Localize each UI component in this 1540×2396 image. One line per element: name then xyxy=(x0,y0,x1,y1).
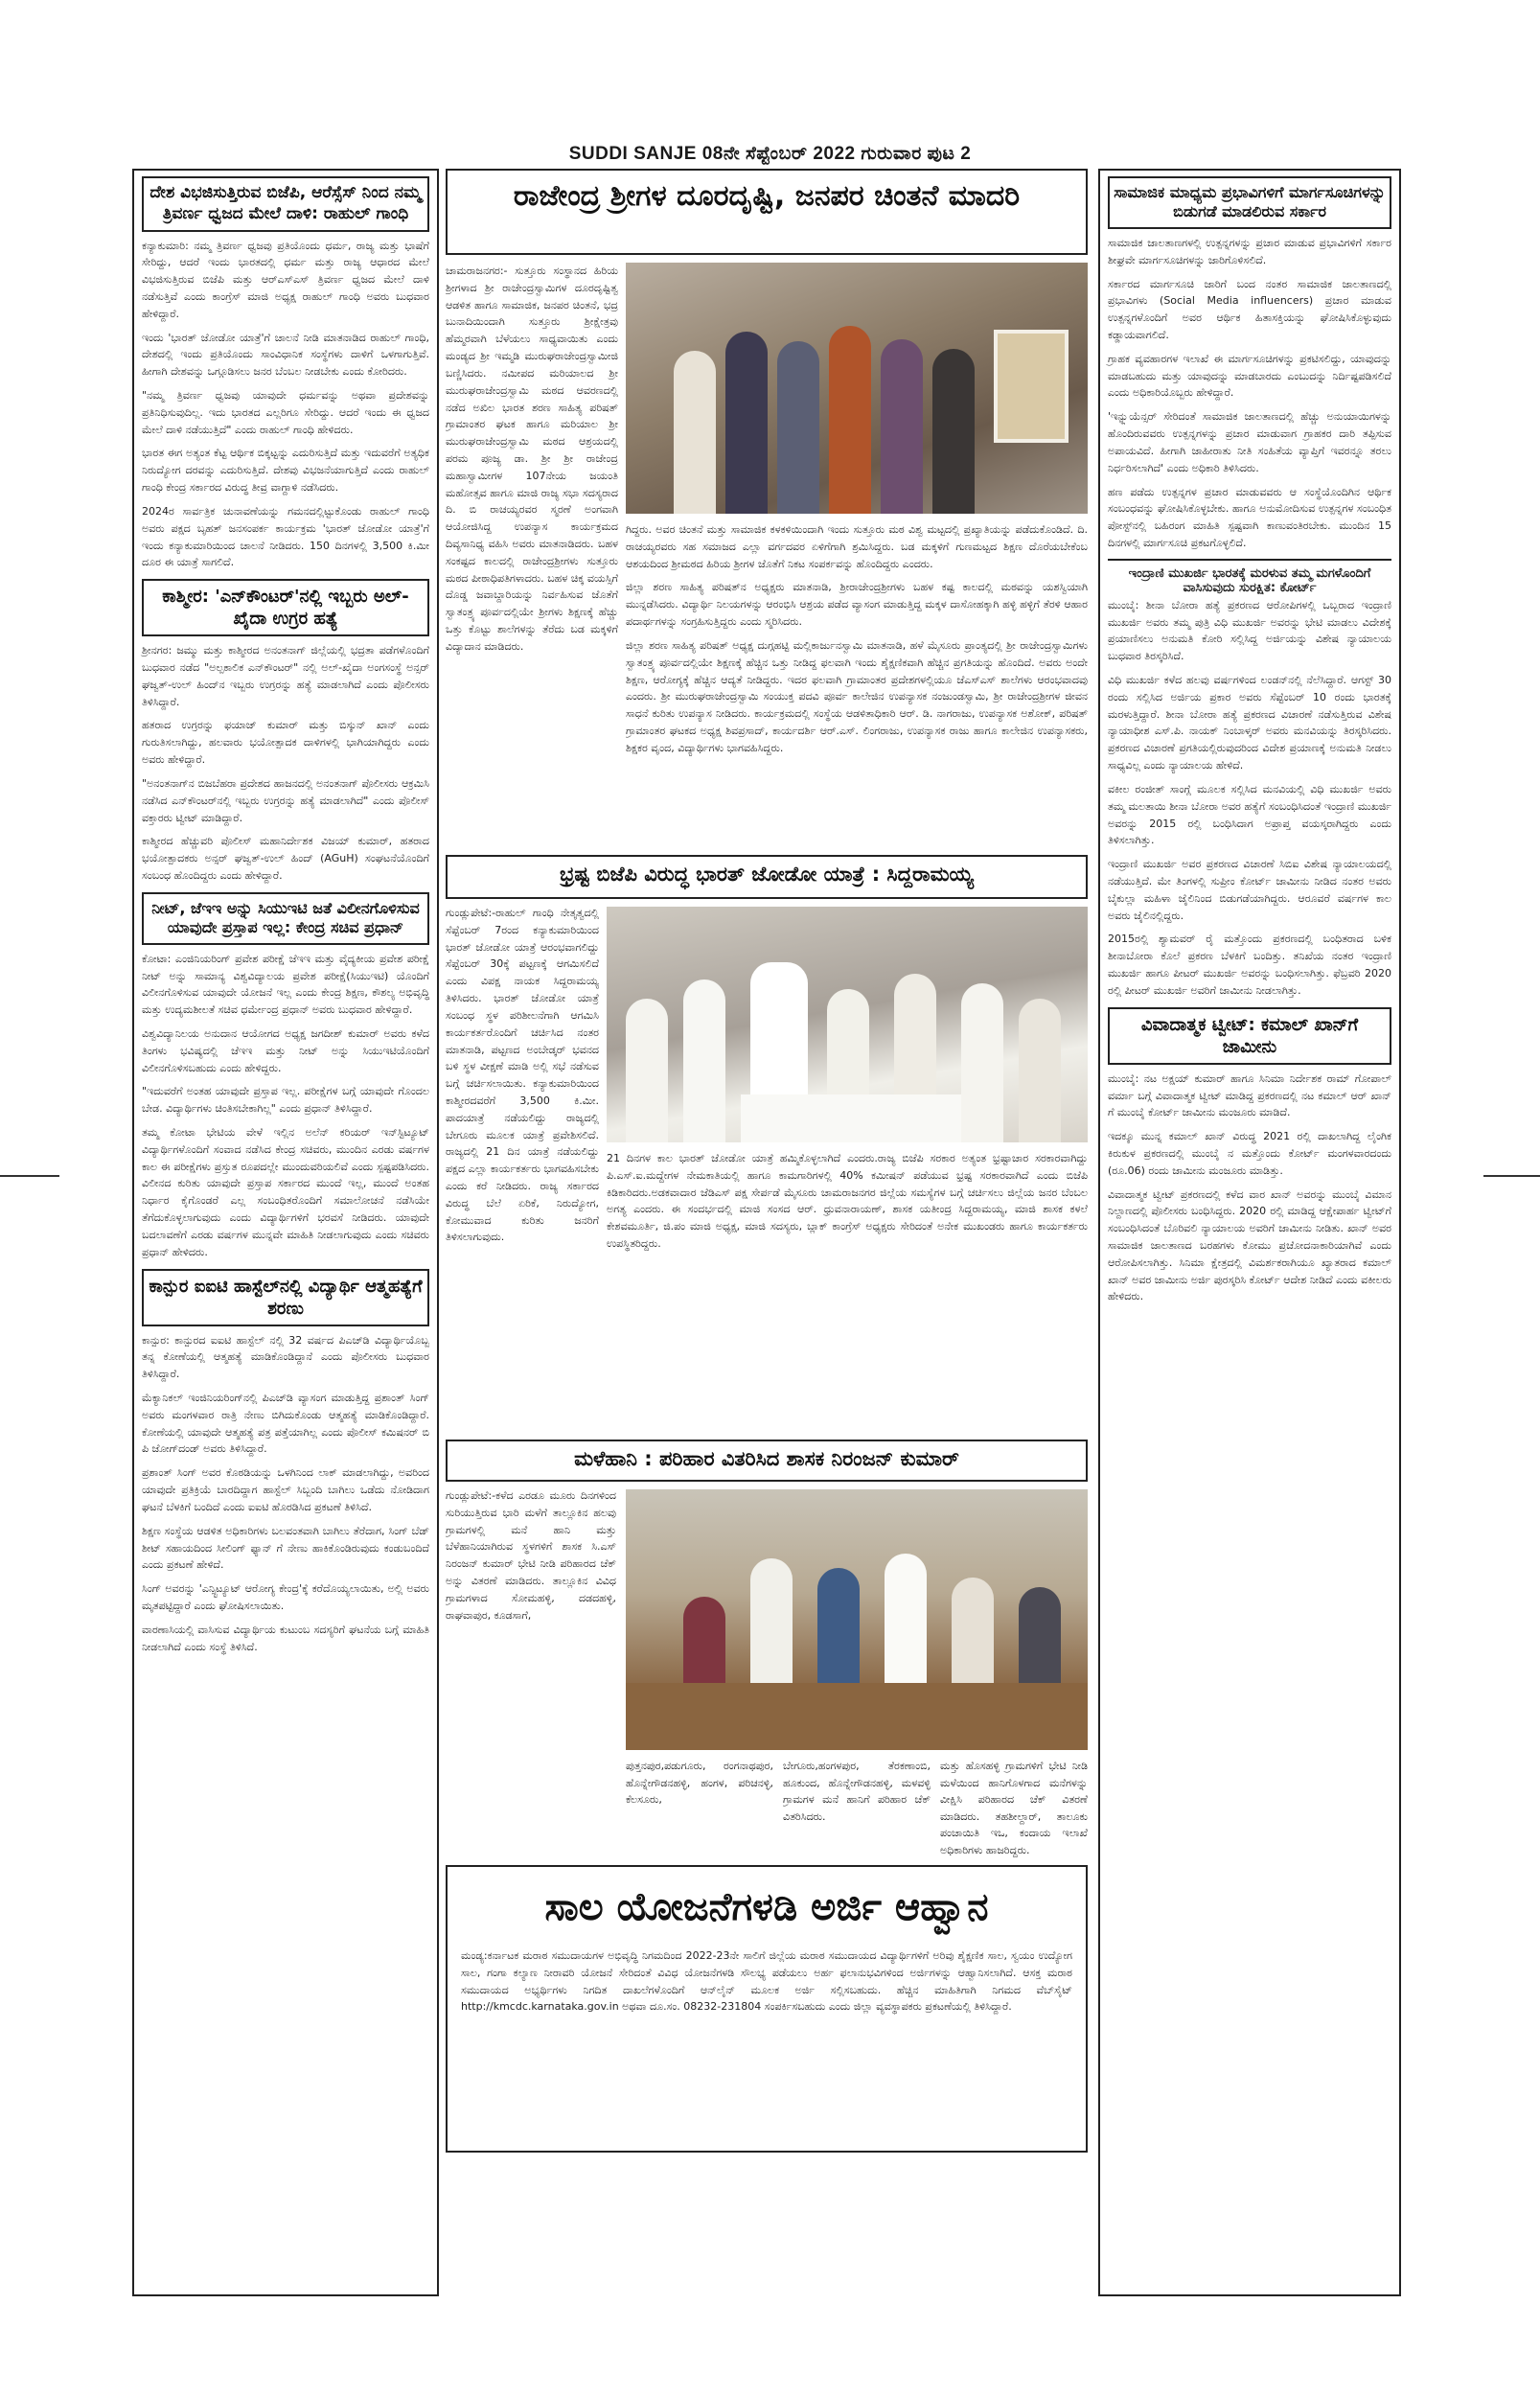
right-a1-para: ಸರ್ಕಾರದ ಮಾರ್ಗಸೂಚಿ ಜಾರಿಗೆ ಬಂದ ನಂತರ ಸಾಮಾಜಿಕ ಜಾಲತಾಣದಲ್ಲಿ ಪ್ರಭಾವಿಗಳು (Social Media influencers) ಪ್ರಚಾರ ಮಾಡುವ ಉತ್ಪನ್ನಗಳೊಂದಿಗೆ ಅವರ ಆರ್ಥಿಕ ಹಿತಾಸಕ್ತಿಯನ್ನು ಘೋಷಿಸಿಕೊಳ್ಳುವುದು ಕಡ್ಡಾಯವಾಗಲಿದೆ. xyxy=(1108,277,1391,341)
left-a4-para: ಕಾನ್ಪುರ: ಕಾನ್ಪುರದ ಐಐಟಿ ಹಾಸ್ಟೆಲ್ ನಲ್ಲಿ 32 ವರ್ಷದ ಪಿಎಚ್‌ಡಿ ವಿದ್ಯಾರ್ಥಿಯೊಬ್ಬ ತನ್ನ ಕೋಣೆಯಲ್ಲಿ ಆತ್ಮಹತ್ಯೆ ಮಾಡಿಕೊಂಡಿದ್ದಾನೆ ಎಂದು ಪೊಲೀಸರು ಬುಧವಾರ ತಿಳಿಸಿದ್ದಾರೆ. xyxy=(142,1333,429,1381)
right-a2-para: ವಿಧಿ ಮುಖರ್ಜಿ ಕಳೆದ ಹಲವು ವರ್ಷಗಳಿಂದ ಲಂಡನ್‌ನಲ್ಲಿ ನೆಲೆಸಿದ್ದಾರೆ. ಆಗಸ್ಟ್ 30 ರಂದು ಸಲ್ಲಿಸಿದ ಅರ್ಜಿಯ ಪ್ರಕಾರ ಅವರು ಸೆಪ್ಟೆಂಬರ್ 10 ರಂದು ಭಾರತಕ್ಕೆ ಮರಳುತ್ತಿದ್ದಾರೆ. ಶೀನಾ ಬೋರಾ ಹತ್ಯೆ ಪ್ರಕರಣದ ವಿಚಾರಣೆ ನಡೆಸುತ್ತಿರುವ ವಿಶೇಷ ನ್ಯಾಯಾಧೀಶ ಎಸ್.ಪಿ. ನಾಯಕ್ ನಿಂಬಾಳ್ಕರ್ ಅವರು ಮನವಿಯನ್ನು ತಿರಸ್ಕರಿಸಿದರು. ಪ್ರಕರಣದ ವಿಚಾರಣೆ ಪ್ರಗತಿಯಲ್ಲಿರುವುದರಿಂದ ವಿದೇಶ ಪ್ರಯಾಣಕ್ಕೆ ಅನುಮತಿ ನೀಡಲು ಸಾಧ್ಯವಿಲ್ಲ ಎಂದು ನ್ಯಾಯಾಲಯ ಹೇಳಿದೆ. xyxy=(1108,674,1391,772)
center-s3-caption-col: ಪುತ್ತನಪುರ,ಪಡುಗೂರು, ರಂಗನಾಥಪುರ, ಹೊನ್ನೇಗೌಡನಹಳ್ಳಿ, ಹಂಗಳ, ಪರಿಚನಳ್ಳಿ, ಕೆಲಸೂರು, xyxy=(626,1760,773,1807)
right-a3-para: ಇದಕ್ಕೂ ಮುನ್ನ ಕಮಾಲ್ ಖಾನ್ ವಿರುದ್ಧ 2021 ರಲ್ಲಿ ದಾಖಲಾಗಿದ್ದ ಲೈಂಗಿಕ ಕಿರುಕುಳ ಪ್ರಕರಣದಲ್ಲಿ ಮುಂಬೈ ನ ಮತ್ತೊಂದು ಕೋರ್ಟ್ ಮಂಗಳವಾರದಂದು (ರೂ.06) ರಂದು ಜಾಮೀನು ಮಂಜೂರು ಮಾಡಿತ್ತು. xyxy=(1108,1130,1391,1177)
left-a4-para: ವಾರಣಾಸಿಯಲ್ಲಿ ವಾಸಿಸುವ ವಿದ್ಯಾರ್ಥಿಯ ಕುಟುಂಬ ಸದಸ್ಯರಿಗೆ ಘಟನೆಯ ಬಗ್ಗೆ ಮಾಹಿತಿ ನೀಡಲಾಗಿದೆ ಎಂದು ಸಂಸ್ಥೆ ತಿಳಿಸಿದೆ. xyxy=(142,1623,429,1653)
right-a2-para: ಇಂದ್ರಾಣಿ ಮುಖರ್ಜಿ ಅವರ ಪ್ರಕರಣದ ವಿಚಾರಣೆ ಸಿಬಿಐ ವಿಶೇಷ ನ್ಯಾಯಾಲಯದಲ್ಲಿ ನಡೆಯುತ್ತಿದೆ. ಮೇ ತಿಂಗಳಲ್ಲಿ ಸುಪ್ರೀಂ ಕೋರ್ಟ್ ಜಾಮೀನು ನೀಡಿದ ನಂತರ ಅವರು ಬೈಕುಲ್ಲಾ ಮಹಿಳಾ ಜೈಲಿನಿಂದ ಬಿಡುಗಡೆಯಾಗಿದ್ದರು. ಆರೂವರೆ ವರ್ಷಗಳ ಕಾಲ ಅವರು ಜೈಲಿನಲ್ಲಿದ್ದರು. xyxy=(1108,858,1391,922)
center-s1-headline-box xyxy=(446,169,1088,255)
left-a3-headline-box xyxy=(142,892,429,945)
left-a4-para: ಶಿಕ್ಷಣ ಸಂಸ್ಥೆಯ ಆಡಳಿತ ಅಧಿಕಾರಿಗಳು ಬಲವಂತವಾಗಿ ಬಾಗಿಲು ತೆರೆದಾಗ, ಸಿಂಗ್ ಬೆಡ್ ಶೀಟ್ ಸಹಾಯದಿಂದ ಸೀಲಿಂಗ್ ಫ್ಯಾನ್ ಗೆ ನೇಣು ಹಾಕಿಕೊಂಡಿರುವುದು ಕಂಡುಬಂದಿದೆ ಎಂದು ಪ್ರಕಟಣೆ ಹೇಳಿದೆ. xyxy=(142,1524,429,1572)
person-figure xyxy=(674,351,716,514)
center-s1-para: ಜಿಲ್ಲಾ ಶರಣ ಸಾಹಿತ್ಯ ಪರಿಷತ್ ಅಧ್ಯಕ್ಷ ದುಗ್ಗಹಟ್ಟಿ ಮಲ್ಲಿಕಾರ್ಜುನಸ್ವಾಮಿ ಮಾತನಾಡಿ, ಹಳೆ ಮೈಸೂರು ಪ್ರಾಂತ್ಯದಲ್ಲಿ ಶ್ರೀ ರಾಜೇಂದ್ರಸ್ವಾಮಿಗಳು ಸ್ವಾತಂತ್ರ್ಯ ಪೂರ್ವದಲ್ಲಿಯೇ ಶಿಕ್ಷಣಕ್ಕೆ ಹೆಚ್ಚಿನ ಒತ್ತು ನೀಡಿದ್ದ ಫಲವಾಗಿ ಇಂದು ಶೈಕ್ಷಣಿಕವಾಗಿ ಹೆಚ್ಚಿನ ಪ್ರಗತಿಯನ್ನು ಹೊಂದಿದೆ. ಅವರು ಅಂದೇ ಶಿಕ್ಷಣ, ಆರೋಗ್ಯಕ್ಕೆ ಹೆಚ್ಚಿನ ಆದ್ಯತೆ ನೀಡಿದ್ದರು. ಇದರ ಫಲವಾಗಿ ಗ್ರಾಮಾಂತರ ಪ್ರದೇಶಗಳಲ್ಲಿಯೂ ಜೆಎಸ್‌ಎಸ್ ಶಾಲೆಗಳು ಆರಂಭವಾದವು ಎಂದರು. ಶ್ರೀ ಮುರುಘರಾಜೇಂದ್ರಸ್ವಾಮಿ ಸಂಯುಕ್ತ ಪದವಿ ಪೂರ್ವ ಕಾಲೇಜಿನ ಉಪನ್ಯಾಸಕ ನಂಜುಂಡಸ್ವಾಮಿ, ಶ್ರೀ ರಾಜೇಂದ್ರಶ್ರೀಗಳ ಜೀವನ ಸಾಧನೆ ಕುರಿತು ಉಪನ್ಯಾಸ ನೀಡಿದರು. ಕಾರ್ಯಕ್ರಮದಲ್ಲಿ ಸಂಸ್ಥೆಯ ಆಡಳಿತಾಧಿಕಾರಿ ಆರ್. ಡಿ. ನಾಗರಾಜು, ಉಪನ್ಯಾಸಕ ಅಶೋಕ್, ಪರಿಷತ್ ಗ್ರಾಮಾಂತರ ಘಟಕದ ಅಧ್ಯಕ್ಷ ಶಿವಪ್ರಸಾದ್, ಕಾರ್ಯದರ್ಶಿ ಆರ್.ಎಸ್. ಲಿಂಗರಾಜು, ಉಪನ್ಯಾಸಕ ರಾಜು ಹಾಗೂ ಕಾಲೇಜಿನ ಉಪನ್ಯಾಸಕರು, ಶಿಕ್ಷಕರ ವೃಂದ, ವಿದ್ಯಾರ್ಥಿಗಳು ಭಾಗವಹಿಸಿದ್ದರು. xyxy=(626,638,1088,754)
right-a3-para: ವಿವಾದಾತ್ಮಕ ಟ್ವೀಟ್ ಪ್ರಕರಣದಲ್ಲಿ ಕಳೆದ ವಾರ ಖಾನ್ ಅವರನ್ನು ಮುಂಬೈ ವಿಮಾನ ನಿಲ್ದಾಣದಲ್ಲಿ ಪೊಲೀಸರು ಬಂಧಿಸಿದ್ದರು. 2020 ರಲ್ಲಿ ಮಾಡಿದ್ದ ಆಕ್ಷೇಪಾರ್ಹ ಟ್ವೀಟ್‌ಗೆ ಸಂಬಂಧಿಸಿದಂತೆ ಬೊರಿವಲಿ ನ್ಯಾಯಾಲಯ ಅವರಿಗೆ ಜಾಮೀನು ನೀಡಿತು. ಖಾನ್ ಅವರ ಸಾಮಾಜಿಕ ಜಾಲತಾಣದ ಬರಹಗಳು ಕೋಮು ಪ್ರಚೋದನಾಕಾರಿಯಾಗಿವೆ ಎಂದು ಆರೋಪಿಸಲಾಗಿತ್ತು. ಸಿನಿಮಾ ಕ್ಷೇತ್ರದಲ್ಲಿ ವಿಮರ್ಶಕರಾಗಿಯೂ ಖ್ಯಾತರಾದ ಕಮಾಲ್ ಖಾನ್ ಅವರ ಜಾಮೀನು ಅರ್ಜಿ ಪುರಸ್ಕರಿಸಿ ಕೋರ್ಟ್ ಆದೇಶ ನೀಡಿದೆ ಎಂದು ವಕೀಲರು ಹೇಳಿದರು. xyxy=(1108,1187,1391,1303)
left-a3-para: ಕೋಟಾ: ಎಂಜಿನಿಯರಿಂಗ್ ಪ್ರವೇಶ ಪರೀಕ್ಷೆ ಜೆಇಇ ಮತ್ತು ವೈದ್ಯಕೀಯ ಪ್ರವೇಶ ಪರೀಕ್ಷೆ ನೀಟ್ ಅನ್ನು ಸಾಮಾನ್ಯ ವಿಶ್ವವಿದ್ಯಾಲಯ ಪ್ರವೇಶ ಪರೀಕ್ಷೆ(ಸಿಯುಇಟಿ) ಯೊಂದಿಗೆ ವಿಲೀನಗೊಳಿಸುವ ಯಾವುದೇ ಯೋಜನೆ ಇಲ್ಲ ಎಂದು ಕೇಂದ್ರ ಶಿಕ್ಷಣ, ಕೌಶಲ್ಯ ಅಭಿವೃದ್ಧಿ ಮತ್ತು ಉದ್ಯಮಶೀಲತೆ ಸಚಿವ ಧರ್ಮೇಂದ್ರ ಪ್ರಧಾನ್ ಅವರು ಬುಧವಾರ ಹೇಳಿದ್ದಾರೆ. xyxy=(142,952,429,1017)
center-s3-headline: ಮಳೆಹಾನಿ : ಪರಿಹಾರ ವಿತರಿಸಿದ ಶಾಸಕ ನಿರಂಜನ್ ಕುಮಾರ್ xyxy=(574,1447,959,1470)
left-a2-para: ಕಾಶ್ಮೀರದ ಹೆಚ್ಚುವರಿ ಪೊಲೀಸ್ ಮಹಾನಿರ್ದೇಶಕ ವಿಜಯ್ ಕುಮಾರ್, ಹತರಾದ ಭಯೋತ್ಪಾದಕರು ಅನ್ಸರ್ ಘಜ್ವತ್-ಉಲ್ ಹಿಂದ್ (AGuH) ಸಂಘಟನೆಯೊಂದಿಗೆ ಸಂಬಂಧ ಹೊಂದಿದ್ದರು ಎಂದು ಹೇಳಿದ್ದಾರೆ. xyxy=(142,835,429,882)
center-s3-side-para: ಗುಂಡ್ಲುಪೇಟೆ:-ಕಳೆದ ಎರಡೂ ಮೂರು ದಿನಗಳಿಂದ ಸುರಿಯುತ್ತಿರುವ ಭಾರಿ ಮಳೆಗೆ ತಾಲ್ಲೂಕಿನ ಹಲವು ಗ್ರಾಮಗಳಲ್ಲಿ ಮನೆ ಹಾನಿ ಮತ್ತು ಬೆಳೆಹಾನಿಯಾಗಿರುವ ಸ್ಥಳಗಳಿಗೆ ಶಾಸಕ ಸಿ.ಎಸ್ ನಿರಂಜನ್ ಕುಮಾರ್ ಭೇಟಿ ನೀಡಿ ಪರಿಹಾರದ ಚೆಕ್ ಅನ್ನು ವಿತರಣೆ ಮಾಡಿದರು. ತಾಲ್ಲೂಕಿನ ವಿವಿಧ ಗ್ರಾಮಗಳಾದ ಸೋಮಹಳ್ಳಿ, ದಡದಹಳ್ಳಿ, ರಾಘವಾಪುರ, ಕೂಡಸಾಗೆ, xyxy=(446,1489,616,1622)
center-s1-side-para: ಚಾಮರಾಜನಗರ:- ಸುತ್ತೂರು ಸಂಸ್ಥಾನದ ಹಿರಿಯ ಶ್ರೀಗಳಾದ ಶ್ರೀ ರಾಜೇಂದ್ರಸ್ವಾಮಿಗಳ ದೂರದೃಷ್ಟಿತ್ವ ಆಡಳಿತ ಹಾಗೂ ಸಾಮಾಜಿಕ, ಜನಪರ ಚಿಂತನೆ, ಭದ್ರ ಬುನಾದಿಯಿಂದಾಗಿ ಸುತ್ತೂರು ಶ್ರೀಕ್ಷೇತ್ರವು ಹೆಮ್ಮರವಾಗಿ ಬೆಳೆಯಲು ಸಾಧ್ಯವಾಯಿತು ಎಂದು ಮಂಡ್ಯದ ಶ್ರೀ ಇಮ್ಮಡಿ ಮುರುಘರಾಜೇಂದ್ರಸ್ವಾಮೀಜಿ ಬಣ್ಣಿಸಿದರು. ನಮೀಪದ ಮರಿಯಾಲದ ಶ್ರೀ ಮುರುಘರಾಜೇಂದ್ರಸ್ವಾಮಿ ಮಠದ ಆವರಣದಲ್ಲಿ ನಡೆದ ಅಖಿಲ ಭಾರತ ಶರಣ ಸಾಹಿತ್ಯ ಪರಿಷತ್ ಗ್ರಾಮಾಂತರ ಘಟಕ ಹಾಗೂ ಮರಿಯಾಲ ಶ್ರೀ ಮುರುಘರಾಜೇಂದ್ರಸ್ವಾಮಿ ಮಠದ ಆಶ್ರಯದಲ್ಲಿ ಪರಮ ಪೂಜ್ಯ ಡಾ. ಶ್ರೀ ಶ್ರೀ ರಾಜೇಂದ್ರ ಮಹಾಸ್ವಾಮೀಗಳ 107ನೇಯ ಜಯಂತಿ ಮಹೋತ್ಸವ ಹಾಗೂ ಮಾಜಿ ರಾಜ್ಯ ಸಭಾ ಸದಸ್ಯರಾದ ದಿ. ಬಿ ರಾಚಯ್ಯರವರ ಸ್ಮರಣೆ ಅಂಗವಾಗಿ ಆಯೋಜಿಸಿದ್ದ ಉಪನ್ಯಾಸ ಕಾರ್ಯಕ್ರಮದ ದಿವ್ಯಸಾನಿಧ್ಯ ವಹಿಸಿ ಅವರು ಮಾತನಾಡಿದರು. ಬಹಳ ಸಂಕಷ್ಟದ ಕಾಲದಲ್ಲಿ ರಾಜೇಂದ್ರಶ್ರೀಗಳು ಸುತ್ತೂರು ಮಠದ ಪೀಠಾಧಿಪತಿಗಳಾದರು. ಬಹಳ ಚಿಕ್ಕ ವಯಸ್ಸಿಗೆ ದೊಡ್ಡ ಜವಾಬ್ದಾರಿಯನ್ನು ನಿರ್ವಹಿಸುವ ಜೊತೆಗೆ ಸ್ವಾತಂತ್ರ್ಯ ಪೂರ್ವದಲ್ಲಿಯೇ ಶ್ರೀಗಳು ಶಿಕ್ಷಣಕ್ಕೆ ಹೆಚ್ಚು ಒತ್ತು ಕೊಟ್ಟು ಶಾಲೆಗಳನ್ನು ತೆರೆದು ಬಡ ಮಕ್ಕಳಿಗೆ ವಿದ್ಯಾದಾನ ಮಾಡಿದರು. xyxy=(446,265,618,653)
right-a3-headline-box xyxy=(1108,1007,1391,1065)
left-a4-para: ಮೆಕ್ಯಾನಿಕಲ್ ಇಂಜಿನಿಯರಿಂಗ್‌ನಲ್ಲಿ ಪಿಎಚ್‌ಡಿ ವ್ಯಾಸಂಗ ಮಾಡುತ್ತಿದ್ದ ಪ್ರಶಾಂತ್ ಸಿಂಗ್ ಅವರು ಮಂಗಳವಾರ ರಾತ್ರಿ ನೇಣು ಬಿಗಿದುಕೊಂಡು ಆತ್ಮಹತ್ಯೆ ಮಾಡಿಕೊಂಡಿದ್ದಾರೆ. ಕೋಣೆಯಲ್ಲಿ ಯಾವುದೇ ಆತ್ಮಹತ್ಯೆ ಪತ್ರ ಪತ್ತೆಯಾಗಿಲ್ಲ ಎಂದು ಪೊಲೀಸ್ ಕಮಿಷನರ್ ಬಿ ಪಿ ಜೋಗ್‌ದಂಡ್ ಅವರು ತಿಳಿಸಿದ್ದಾರೆ. xyxy=(142,1392,429,1456)
right-a2-para: ಮುಂಬೈ: ಶೀನಾ ಬೋರಾ ಹತ್ಯೆ ಪ್ರಕರಣದ ಆರೋಪಿಗಳಲ್ಲಿ ಒಬ್ಬರಾದ ಇಂದ್ರಾಣಿ ಮುಖರ್ಜಿ ಅವರು ತಮ್ಮ ಪುತ್ರಿ ವಿಧಿ ಮುಖರ್ಜಿ ಅವರನ್ನು ಭೇಟಿ ಮಾಡಲು ವಿದೇಶಕ್ಕೆ ಪ್ರಯಾಣಿಸಲು ಅನುಮತಿ ಕೋರಿ ಸಲ್ಲಿಸಿದ್ದ ಅರ್ಜಿಯನ್ನು ವಿಶೇಷ ನ್ಯಾಯಾಲಯ ಬುಧವಾರ ತಿರಸ್ಕರಿಸಿದೆ. xyxy=(1108,598,1391,663)
left-a2-headline: ಕಾಶ್ಮೀರ: 'ಎನ್‌ಕೌಂಟರ್'ನಲ್ಲಿ ಇಬ್ಬರು ಅಲ್-ಖೈದಾ ಉಗ್ರರ ಹತ್ಯೆ xyxy=(162,587,409,630)
right-divider xyxy=(1108,559,1391,561)
person-figure xyxy=(626,999,668,1142)
masthead: SUDDI SANJE 08ನೇ ಸೆಪ್ಟೆಂಬರ್ 2022 ಗುರುವಾರ ಪುಟ 2 xyxy=(568,144,972,164)
right-a1-headline: ಸಾಮಾಜಿಕ ಮಾಧ್ಯಮ ಪ್ರಭಾವಿಗಳಿಗೆ ಮಾರ್ಗಸೂಚಿಗಳನ್ನು ಬಿಡುಗಡೆ ಮಾಡಲಿರುವ ಸರ್ಕಾರ xyxy=(1114,183,1386,221)
center-s2-para: 21 ದಿನಗಳ ಕಾಲ ಭಾರತ್ ಜೋಡೋ ಯಾತ್ರೆ ಹಮ್ಮಿಕೊಳ್ಳಲಾಗಿದೆ ಎಂದರು.ರಾಜ್ಯ ಬಿಜೆಪಿ ಸರಕಾರ ಅತ್ಯಂತ ಭ್ರಷ್ಟಾಚಾರ ಸರಕಾರವಾಗಿದ್ದು ಪಿ.ಎಸ್.ಐ.ಮದ್ದೇಗಳ ನೇಮಕಾತಿಯಲ್ಲಿ ಹಾಗೂ ಕಾಮಗಾರಿಗಳಲ್ಲಿ 40% ಕಮೀಷನ್ ಪಡೆಯುವ ಭ್ರಷ್ಟ ಸರಕಾರವಾಗಿದೆ ಎಂದು ಬಿಜೆಪಿ ಕಿಡಿಕಾರಿದರು.ಅಡಕವಾದಾರ ಜೆಡಿಎಸ್ ಪಕ್ಷ ಸೇರ್ಪಡೆ ಮೈಸೂರು ಚಾಮರಾಜನಗರ ಜಿಲ್ಲೆಯ ಸಮಸ್ಯೆಗಳ ಬಗ್ಗೆ ಚರ್ಚಿಸಲು ಜಿಲ್ಲೆಯ ಜನರ ಬೆಂಬಲ ಅಗತ್ಯ ಎಂದರು. ಈ ಸಂದರ್ಭದಲ್ಲಿ ಮಾಜಿ ಸಂಸದ ಆರ್. ಧ್ರುವನಾರಾಯಣ್, ಶಾಸಕ ಯತೀಂದ್ರ ಸಿದ್ದರಾಮಯ್ಯ, ಮಾಜಿ ಶಾಸಕ ಕಳಲೆ ಕೇಶವಮೂರ್ತಿ, ಜಿ.ಪಂ ಮಾಜಿ ಅಧ್ಯಕ್ಷ, ಮಾಜಿ ಸದಸ್ಯರು, ಬ್ಲಾಕ್ ಕಾಂಗ್ರೆಸ್ ಅಧ್ಯಕ್ಷರು ಸೇರಿದಂತೆ ಅನೇಕ ಮುಖಂಡರು ಹಾಗೂ ಕಾರ್ಯಕರ್ತರು ಉಪಸ್ಥಿತರಿದ್ದರು. xyxy=(607,1152,1088,1251)
left-a4-para: ಸಿಂಗ್ ಅವರನ್ನು 'ಎನ್ಸ್ಟಿಟ್ಯೂಟ್ ಆರೋಗ್ಯ ಕೇಂದ್ರ'ಕ್ಕೆ ಕರೆದೊಯ್ಯಲಾಯಿತು, ಅಲ್ಲಿ ಅವರು ಮೃತಪಟ್ಟಿದ್ದಾರೆ ಎಂದು ಘೋಷಿಸಲಾಯಿತು. xyxy=(142,1582,429,1612)
center-column xyxy=(446,169,1088,2296)
right-a2-headline: ಇಂದ್ರಾಣಿ ಮುಖರ್ಜಿ ಭಾರತಕ್ಕೆ ಮರಳುವ ತಮ್ಮ ಮಗಳೊಂದಿಗೆ ವಾಸಿಸುವುದು ಸುರಕ್ಷಿತ: ಕೋರ್ಟ್ xyxy=(1128,565,1371,595)
person-figure xyxy=(725,332,768,514)
right-a2-para: ವಕೀಲ ರಂಜೀತ್ ಸಾಂಗ್ಲೆ ಮೂಲಕ ಸಲ್ಲಿಸಿದ ಮನವಿಯಲ್ಲಿ ವಿಧಿ ಮುಖರ್ಜಿ ಅವರು ತಮ್ಮ ಮಲತಾಯಿ ಶೀನಾ ಬೋರಾ ಅವರ ಹತ್ಯೆಗೆ ಸಂಬಂಧಿಸಿದಂತೆ ಇಂದ್ರಾಣಿ ಮುಖರ್ಜಿ ಅವರನ್ನು 2015 ರಲ್ಲಿ ಬಂಧಿಸಿದಾಗ ಅಪ್ರಾಪ್ತ ವಯಸ್ಕರಾಗಿದ್ದರು ಎಂದು ತಿಳಿಸಲಾಗಿತ್ತು. xyxy=(1108,782,1391,847)
right-a1-headline-box xyxy=(1108,176,1391,229)
center-s3-caption xyxy=(626,1758,1088,1857)
right-a3-para: ಮುಂಬೈ: ನಟ ಅಕ್ಷಯ್ ಕುಮಾರ್ ಹಾಗೂ ಸಿನಿಮಾ ನಿರ್ದೇಶಕ ರಾಮ್ ಗೋಪಾಲ್ ವರ್ಮಾ ಬಗ್ಗೆ ವಿವಾದಾತ್ಮಕ ಟ್ವೀಟ್ ಮಾಡಿದ್ದ ಪ್ರಕರಣದಲ್ಲಿ ನಟ ಕಮಾಲ್ ಆರ್ ಖಾನ್ ಗೆ ಮುಂಬೈ ಕೋರ್ಟ್ ಜಾಮೀನು ಮಂಜೂರು ಮಾಡಿದೆ. xyxy=(1108,1071,1391,1119)
right-a2-para: 2015ರಲ್ಲಿ ಶ್ಯಾಮವರ್ ರೈ ಮತ್ತೊಂದು ಪ್ರಕರಣದಲ್ಲಿ ಬಂಧಿತರಾದ ಬಳಿಕ ಶೀನಾಬೋರಾ ಕೊಲೆ ಪ್ರಕರಣ ಬೆಳಕಿಗೆ ಬಂದಿತ್ತು. ತನಿಖೆಯ ನಂತರ ಇಂದ್ರಾಣಿ ಮುಖರ್ಜಿ ಹಾಗೂ ಪೀಟರ್ ಮುಖರ್ಜಿ ಅವರನ್ನು ಬಂಧಿಸಲಾಗಿತ್ತು. ಫೆಬ್ರವರಿ 2020 ರಲ್ಲಿ ಪೀಟರ್ ಮುಖರ್ಜಿ ಅವರಿಗೆ ಜಾಮೀನು ನೀಡಲಾಗಿತ್ತು. xyxy=(1108,933,1391,997)
person-figure xyxy=(777,341,819,514)
left-a4-headline: ಕಾನ್ಪುರ ಐಐಟಿ ಹಾಸ್ಟೆಲ್‌ನಲ್ಲಿ ವಿದ್ಯಾರ್ಥಿ ಆತ್ಮಹತ್ಯೆಗೆ ಶರಣು xyxy=(149,1276,423,1319)
left-a3-headline: ನೀಟ್, ಜೆಇಇ ಅನ್ನು ಸಿಯುಇಟಿ ಜತೆ ವಿಲೀನಗೊಳಿಸುವ ಯಾವುದೇ ಪ್ರಸ್ತಾಪ ಇಲ್ಲ: ಕೇಂದ್ರ ಸಚಿವ ಪ್ರಧಾನ್ xyxy=(151,898,420,937)
center-s3-headline-box xyxy=(446,1440,1088,1482)
right-a1-para: 'ಇನ್ಫ್ಲುಯೆನ್ಸರ್ ಸೇರಿದಂತೆ ಸಾಮಾಜಿಕ ಜಾಲತಾಣದಲ್ಲಿ ಹೆಚ್ಚು ಅನುಯಾಯಿಗಳನ್ನು ಹೊಂದಿರುವವರು ಉತ್ಪನ್ನಗಳನ್ನು ಪ್ರಚಾರ ಮಾಡುವಾಗ ಗ್ರಾಹಕರ ದಾರಿ ತಪ್ಪಿಸುವ ಅಪಾಯವಿದೆ. ಹೀಗಾಗಿ ಜಾಹೀರಾತು ನೀತಿ ಸಂಹಿತೆಯ ವ್ಯಾಪ್ತಿಗೆ ಇವರನ್ನೂ ತರಲು ನಿರ್ಧರಿಸಲಾಗಿದೆ' ಎಂದು ಅಧಿಕಾರಿ ತಿಳಿಸಿದರು. xyxy=(1108,410,1391,474)
left-a2-headline-box xyxy=(142,579,429,636)
right-margin-rule xyxy=(1483,1175,1540,1177)
center-s3-photo xyxy=(626,1489,1088,1750)
left-a1-headline-box xyxy=(142,176,429,232)
left-a2-para: ಶ್ರೀನಗರ: ಜಮ್ಮು ಮತ್ತು ಕಾಶ್ಮೀರದ ಅನಂತನಾಗ್ ಜಿಲ್ಲೆಯಲ್ಲಿ ಭದ್ರತಾ ಪಡೆಗಳೊಂದಿಗೆ ಬುಧವಾರ ನಡೆದ "ಅಲ್ಪಕಾಲಿಕ ಎನ್‌ಕೌಂಟರ್" ನಲ್ಲಿ ಅಲ್-ಖೈದಾ ಅಂಗಸಂಸ್ಥೆ ಅನ್ಸರ್ ಘಜ್ವತ್-ಉಲ್ ಹಿಂದ್‌ನ ಇಬ್ಬರು ಉಗ್ರರನ್ನು ಹತ್ಯೆ ಮಾಡಲಾಗಿದೆ ಎಂದು ಪೊಲೀಸರು ತಿಳಿಸಿದ್ದಾರೆ. xyxy=(142,644,429,708)
microphone-table xyxy=(741,1094,961,1142)
person-figure xyxy=(683,979,725,1142)
center-s2-side-para: ಗುಂಡ್ಲುಪೇಟೆ:-ರಾಹುಲ್ ಗಾಂಧಿ ನೇತೃತ್ವದಲ್ಲಿ ಸೆಪ್ಟೆಂಬರ್ 7ರಂದ ಕನ್ಯಾಕುಮಾರಿಯಿಂದ ಭಾರತ್ ಜೋಡೋ ಯಾತ್ರೆ ಆರಂಭವಾಗಲಿದ್ದು ಸೆಪ್ಟೆಂಬರ್ 30ಕ್ಕೆ ಪಟ್ಟಣಕ್ಕೆ ಆಗಮಿಸಲಿದೆ ಎಂದು ವಿಪಕ್ಷ ನಾಯಕ ಸಿದ್ದರಾಮಯ್ಯ ತಿಳಿಸಿದರು. ಭಾರತ್ ಜೋಡೋ ಯಾತ್ರೆ ಸಂಬಂಧ ಸ್ಥಳ ಪರಿಶೀಲನೆಗಾಗಿ ಆಗಮಿಸಿ ಕಾರ್ಯಕರ್ತರೊಂದಿಗೆ ಚರ್ಚಿಸಿದ ನಂತರ ಮಾತನಾಡಿ, ಪಟ್ಟಣದ ಅಂಬೇಡ್ಕರ್ ಭವನದ ಬಳಿ ಸ್ಥಳ ವೀಕ್ಷಣೆ ಮಾಡಿ ಅಲ್ಲಿ ಸಭೆ ನಡೆಸುವ ಬಗ್ಗೆ ಚರ್ಚಿಸಲಾಯಿತು. ಕನ್ಯಾಕುಮಾರಿಯಿಂದ ಕಾಶ್ಮೀರದವರೆಗೆ 3,500 ಕಿ.ಮೀ. ಪಾದಯಾತ್ರೆ ನಡೆಯಲಿದ್ದು ರಾಜ್ಯದಲ್ಲಿ ಬೇಗೂರು ಮೂಲಕ ಯಾತ್ರೆ ಪ್ರವೇಶಿಸಲಿದೆ. ರಾಜ್ಯದಲ್ಲಿ 21 ದಿನ ಯಾತ್ರೆ ನಡೆಯಲಿದ್ದು ಪಕ್ಷದ ಎಲ್ಲಾ ಕಾರ್ಯಕರ್ತರು ಭಾಗವಹಿಸಬೇಕು ಎಂದು ಕರೆ ನೀಡಿದರು. ರಾಜ್ಯ ಸರ್ಕಾರದ ವಿರುದ್ಧ ಬೆಲೆ ಏರಿಕೆ, ನಿರುದ್ಯೋಗ, ಕೋಮುವಾದ ಕುರಿತು ಜನರಿಗೆ ತಿಳಿಸಲಾಗುವುದು. xyxy=(446,907,599,1244)
center-s2-headline-box xyxy=(446,855,1088,899)
left-a1-para: 2024ರ ಸಾರ್ವತ್ರಿಕ ಚುನಾವಣೆಯನ್ನು ಗಮನದಲ್ಲಿಟ್ಟುಕೊಂಡು ರಾಹುಲ್ ಗಾಂಧಿ ಅವರು ಪಕ್ಷದ ಬೃಹತ್ ಜನಸಂಪರ್ಕ ಕಾರ್ಯಕ್ರಮ 'ಭಾರತ್ ಜೋಡೋ ಯಾತ್ರೆ'ಗೆ ಇಂದು ಕನ್ಯಾಕುಮಾರಿಯಿಂದ ಚಾಲನೆ ನೀಡಿದರು. 150 ದಿನಗಳಲ್ಲಿ 3,500 ಕಿ.ಮೀ ದೂರ ಈ ಯಾತ್ರೆ ಸಾಗಲಿದೆ. xyxy=(142,504,429,569)
right-column xyxy=(1098,169,1401,2296)
left-a4-para: ಪ್ರಶಾಂತ್ ಸಿಂಗ್ ಅವರ ಕೊಠಡಿಯನ್ನು ಒಳಗಿನಿಂದ ಲಾಕ್ ಮಾಡಲಾಗಿದ್ದು, ಅವರಿಂದ ಯಾವುದೇ ಪ್ರತಿಕ್ರಿಯೆ ಬಾರದಿದ್ದಾಗ ಹಾಸ್ಟೆಲ್ ಸಿಬ್ಬಂದಿ ಬಾಗಿಲು ಒಡೆದು ನೋಡಿದಾಗ ಘಟನೆ ಬೆಳಕಿಗೆ ಬಂದಿದೆ ಎಂದು ಐಐಟಿ ಹೊರಡಿಸಿದ ಪ್ರಕಟಣೆ ತಿಳಿಸಿದೆ. xyxy=(142,1466,429,1513)
right-a1-para: ಹಣ ಪಡೆದು ಉತ್ಪನ್ನಗಳ ಪ್ರಚಾರ ಮಾಡುವವರು ಆ ಸಂಸ್ಥೆಯೊಂದಿಗಿನ ಆರ್ಥಿಕ ಸಂಬಂಧವನ್ನು ಘೋಷಿಸಿಕೊಳ್ಳಬೇಕು. ಹಾಗೂ ಅನುಮೋದಿಸುವ ಉತ್ಪನ್ನಗಳ ಸಂಬಂಧಿತ ಪೋಸ್ಟ್‌ನಲ್ಲಿ ಬಹಿರಂಗ ಮಾಹಿತಿ ಸ್ಪಷ್ಟವಾಗಿ ಕಾಣುವಂತಿರಬೇಕು. ಮುಂದಿನ 15 ದಿನಗಳಲ್ಲಿ ಮಾರ್ಗಸೂಚಿ ಪ್ರಕಟಗೊಳ್ಳಲಿದೆ. xyxy=(1108,485,1391,549)
left-a1-para: ಭಾರತ ಈಗ ಅತ್ಯಂತ ಕೆಟ್ಟ ಆರ್ಥಿಕ ಬಿಕ್ಕಟ್ಟನ್ನು ಎದುರಿಸುತ್ತಿದೆ ಮತ್ತು ಇದುವರೆಗೆ ಅತ್ಯಧಿಕ ನಿರುದ್ಯೋಗ ದರವನ್ನು ಎದುರಿಸುತ್ತಿದೆ. ದೇಶವು ವಿಭಜನೆಯಾಗುತ್ತಿದೆ ಎಂದು ರಾಹುಲ್ ಗಾಂಧಿ ಕೇಂದ್ರ ಸರ್ಕಾರದ ವಿರುದ್ಧ ತೀವ್ರ ವಾಗ್ದಾಳಿ ನಡೆಸಿದರು. xyxy=(142,447,429,495)
center-s3-caption-col: ಮತ್ತು ಹೊಸಹಳ್ಳಿ ಗ್ರಾಮಗಳಿಗೆ ಭೇಟಿ ನೀಡಿ ಮಳೆಯಿಂದ ಹಾನಿಗೊಳಗಾದ ಮನೆಗಳನ್ನು ವೀಕ್ಷಿಸಿ ಪರಿಹಾರದ ಚೆಕ್ ವಿತರಣೆ ಮಾಡಿದರು. ತಹಶೀಲ್ದಾರ್, ತಾಲೂಕು ಪಂಚಾಯಿತಿ ಇಒ, ಕಂದಾಯ ಇಲಾಖೆ ಅಧಿಕಾರಿಗಳು ಹಾಜರಿದ್ದರು. xyxy=(940,1760,1088,1856)
left-a4-headline-box xyxy=(142,1269,429,1326)
center-s2-photo xyxy=(607,907,1088,1142)
center-s4-headline: ಸಾಲ ಯೋಜನೆಗಳಡಿ ಅರ್ಜಿ ಆಹ್ವಾನ xyxy=(544,1885,989,1929)
garland-portrait xyxy=(994,330,1069,443)
left-column xyxy=(132,169,439,2296)
right-a1-para: ಸಾಮಾಜಿಕ ಜಾಲತಾಣಗಳಲ್ಲಿ ಉತ್ಪನ್ನಗಳನ್ನು ಪ್ರಚಾರ ಮಾಡುವ ಪ್ರಭಾವಿಗಳಿಗೆ ಸರ್ಕಾರ ಶೀಘ್ರವೇ ಮಾರ್ಗಸೂಚಿಗಳನ್ನು ಜಾರಿಗೊಳಿಸಲಿದೆ. xyxy=(1108,236,1391,266)
rubble-pile xyxy=(626,1683,1088,1750)
center-s2-body xyxy=(607,1150,1088,1434)
left-a1-headline: ದೇಶ ವಿಭಜಿಸುತ್ತಿರುವ ಬಿಜೆಪಿ, ಆರೆಸ್ಸೆಸ್ ನಿಂದ ನಮ್ಮ ತ್ರಿವರ್ಣ ಧ್ವಜದ ಮೇಲೆ ದಾಳಿ: ರಾಹುಲ್ ಗಾಂಧಿ xyxy=(149,183,422,223)
left-margin-rule xyxy=(0,1175,59,1177)
center-s3-caption-col: ಬೇಗೂರು,ಹಂಗಳಪುರ, ತೆರಕಣಾಂಬಿ, ಹೂಕುಂದ, ಹೊನ್ನೇಗೌಡನಹಳ್ಳಿ, ಮಳವಳ್ಳಿ ಗ್ರಾಮಗಳ ಮನೆ ಹಾನಿಗೆ ಪರಿಹಾರ ಚೆಕ್ ವಿತರಿಸಿದರು. xyxy=(783,1760,931,1823)
center-s1-headline: ರಾಜೇಂದ್ರ ಶ್ರೀಗಳ ದೂರದೃಷ್ಟಿ, ಜನಪರ ಚಿಂತನೆ ಮಾದರಿ xyxy=(513,179,1021,213)
center-s4-para: ಮಂಡ್ಯ:ಕರ್ನಾಟಕ ಮರಾಠ ಸಮುದಾಯಗಳ ಅಭಿವೃದ್ಧಿ ನಿಗಮದಿಂದ 2022-23ನೇ ಸಾಲಿಗೆ ಜಿಲ್ಲೆಯ ಮರಾಠ ಸಮುದಾಯದ ವಿದ್ಯಾರ್ಥಿಗಳಿಗೆ ಅರಿವು ಶೈಕ್ಷಣಿಕ ಸಾಲ, ಸ್ವಯಂ ಉದ್ಯೋಗ ಸಾಲ, ಗಂಗಾ ಕಲ್ಯಾಣ ನೀರಾವರಿ ಯೋಜನೆ ಸೇರಿದಂತೆ ವಿವಿಧ ಯೋಜನೆಗಳಡಿ ಸೌಲಭ್ಯ ಪಡೆಯಲು ಅರ್ಹ ಫಲಾನುಭವಿಗಳಿಂದ ಅರ್ಜಿಗಳನ್ನು ಆಹ್ವಾನಿಸಲಾಗಿದೆ. ಆಸಕ್ತ ಮರಾಠ ಸಮುದಾಯದ ಅಭ್ಯರ್ಥಿಗಳು ನಿಗದಿತ ದಾಖಲೆಗಳೊಂದಿಗೆ ಆನ್‌ಲೈನ್ ಮೂಲಕ ಅರ್ಜಿ ಸಲ್ಲಿಸಬಹುದು. ಹೆಚ್ಚಿನ ಮಾಹಿತಿಗಾಗಿ ನಿಗಮದ ವೆಬ್‌ಸೈಟ್ http://kmcdc.karnataka.gov.in ಅಥವಾ ದೂ.ಸಂ. 08232-231804 ಸಂಪರ್ಕಿಸಬಹುದು ಎಂದು ಜಿಲ್ಲಾ ವ್ಯವಸ್ಥಾಪಕರು ಪ್ರಕಟಣೆಯಲ್ಲಿ ತಿಳಿಸಿದ್ದಾರೆ. xyxy=(461,1949,1072,2014)
right-a3-headline: ವಿವಾದಾತ್ಮಕ ಟ್ವೀಟ್: ಕಮಾಲ್ ಖಾನ್‌ಗೆ ಜಾಮೀನು xyxy=(1140,1014,1359,1057)
right-a1-para: ಗ್ರಾಹಕ ವ್ಯವಹಾರಗಳ ಇಲಾಖೆ ಈ ಮಾರ್ಗಸೂಚಿಗಳನ್ನು ಪ್ರಕಟಿಸಲಿದ್ದು, ಯಾವುದನ್ನು ಮಾಡಬಹುದು ಮತ್ತು ಯಾವುದನ್ನು ಮಾಡಬಾರದು ಎಂಬುದನ್ನು ನಿರ್ದಿಷ್ಟಪಡಿಸಲಿದೆ ಎಂದು ಅಧಿಕಾರಿಯೊಬ್ಬರು ಹೇಳಿದ್ದಾರೆ. xyxy=(1108,352,1391,400)
left-a3-para: ತಮ್ಮ ಕೋಟಾ ಭೇಟಿಯ ವೇಳೆ ಇಲ್ಲಿನ ಅಲೆನ್ ಕರಿಯರ್ ಇನ್‌ಸ್ಟಿಟ್ಯೂಟ್ ವಿದ್ಯಾರ್ಥಿಗಳೊಂದಿಗೆ ಸಂವಾದ ನಡೆಸಿದ ಕೇಂದ್ರ ಸಚಿವರು, ಮುಂದಿನ ಎರಡು ವರ್ಷಗಳ ಕಾಲ ಈ ಪರೀಕ್ಷೆಗಳು ಪ್ರಸ್ತುತ ರೂಪದಲ್ಲೇ ಮುಂದುವರಿಯಲಿವೆ ಎಂದು ಸ್ಪಷ್ಟಪಡಿಸಿದರು. ವಿಲೀನದ ಕುರಿತು ಯಾವುದೇ ಪ್ರಸ್ತಾಪ ಸರ್ಕಾರದ ಮುಂದೆ ಇಲ್ಲ, ಮುಂದೆ ಅಂತಹ ನಿರ್ಧಾರ ಕೈಗೊಂಡರೆ ಎಲ್ಲ ಸಂಬಂಧಿತರೊಂದಿಗೆ ಸಮಾಲೋಚನೆ ನಡೆಸಿಯೇ ತೆಗೆದುಕೊಳ್ಳಲಾಗುವುದು ಎಂದು ವಿದ್ಯಾರ್ಥಿಗಳಿಗೆ ಭರವಸೆ ನೀಡಿದರು. ಯಾವುದೇ ಬದಲಾವಣೆಗೆ ಎರಡು ವರ್ಷಗಳ ಮುನ್ನವೇ ಮಾಹಿತಿ ನೀಡಲಾಗುವುದು ಎಂದು ಸಚಿವರು ಪ್ರಧಾನ್ ಹೇಳಿದರು. xyxy=(142,1126,429,1258)
left-a2-para: "ಅನಂತನಾಗ್‌ನ ಬಿಜಬೆಹರಾ ಪ್ರದೇಶದ ಹಾಜನದಲ್ಲಿ ಅನಂತನಾಗ್ ಪೊಲೀಸರು ಆಕ್ರಮಿಸಿ ನಡೆಸಿದ ಎನ್‌ಕೌಂಟರ್‌ನಲ್ಲಿ ಇಬ್ಬರು ಉಗ್ರರನ್ನು ಹತ್ಯೆ ಮಾಡಲಾಗಿದೆ" ಎಂದು ಪೊಲೀಸ್ ವಕ್ತಾರರು ಟ್ವೀಟ್ ಮಾಡಿದ್ದಾರೆ. xyxy=(142,776,429,824)
left-a1-para: ಕನ್ಯಾಕುಮಾರಿ: ನಮ್ಮ ತ್ರಿವರ್ಣ ಧ್ವಜವು ಪ್ರತಿಯೊಂದು ಧರ್ಮ, ರಾಜ್ಯ ಮತ್ತು ಭಾಷೆಗೆ ಸೇರಿದ್ದು, ಆದರೆ ಇಂದು ಭಾರತದಲ್ಲಿ ಧರ್ಮ ಮತ್ತು ರಾಜ್ಯ ಆಧಾರದ ಮೇಲೆ ವಿಭಜಿಸುತ್ತಿರುವ ಬಿಜೆಪಿ ಮತ್ತು ಆರ್‌ಎಸ್‌ಎಸ್ ತ್ರಿವರ್ಣ ಧ್ವಜದ ಮೇಲೆ ದಾಳಿ ನಡೆಸುತ್ತಿವೆ ಎಂದು ಕಾಂಗ್ರೆಸ್ ಮಾಜಿ ಅಧ್ಯಕ್ಷ ರಾಹುಲ್ ಗಾಂಧಿ ಅವರು ಬುಧವಾರ ಹೇಳಿದ್ದಾರೆ. xyxy=(142,239,429,320)
left-a1-para: ಇಂದು 'ಭಾರತ್ ಜೋಡೋ ಯಾತ್ರೆ'ಗೆ ಚಾಲನೆ ನೀಡಿ ಮಾತನಾಡಿದ ರಾಹುಲ್ ಗಾಂಧಿ, ದೇಶದಲ್ಲಿ ಇಂದು ಪ್ರತಿಯೊಂದು ಸಾಂವಿಧಾನಿಕ ಸಂಸ್ಥೆಗಳು ದಾಳಿಗೆ ಒಳಗಾಗುತ್ತಿವೆ. ಹೀಗಾಗಿ ದೇಶವನ್ನು ಒಗ್ಗೂಡಿಸಲು ಜನರ ಬೆಂಬಲ ನೀಡಬೇಕು ಎಂದು ಕೋರಿದರು. xyxy=(142,331,429,379)
person-figure xyxy=(1019,999,1061,1142)
center-s1-para: ಗಿದ್ದರು. ಅವರ ಚಿಂತನೆ ಮತ್ತು ಸಾಮಾಜಿಕ ಕಳಕಳಿಯಿಂದಾಗಿ ಇಂದು ಸುತ್ತೂರು ಮಠ ವಿಶ್ವ ಮಟ್ಟದಲ್ಲಿ ಪ್ರಖ್ಯಾತಿಯನ್ನು ಪಡೆದುಕೊಂಡಿದೆ. ದಿ. ರಾಚಯ್ಯರವರು ಸಹ ಸಮಾಜದ ಎಲ್ಲಾ ವರ್ಗದವರ ಏಳಿಗೆಗಾಗಿ ಶ್ರಮಿಸಿದ್ದರು. ಬಡ ಮಕ್ಕಳಿಗೆ ಗುಣಮಟ್ಟದ ಶಿಕ್ಷಣ ದೊರೆಯಬೇಕೆಂಬ ಆಶಯದಿಂದ ಶ್ರೀಮಠದ ಹಿರಿಯ ಶ್ರೀಗಳ ಜೊತೆಗೆ ನಿಕಟ ಸಂಪರ್ಕವನ್ನು ಹೊಂದಿದ್ದರು ಎಂದರು. xyxy=(626,523,1088,570)
center-s1-para: ಜಿಲ್ಲಾ ಶರಣ ಸಾಹಿತ್ಯ ಪರಿಷತ್‌ನ ಅಧ್ಯಕ್ಷರು ಮಾತನಾಡಿ, ಶ್ರೀರಾಜೇಂದ್ರಶ್ರೀಗಳು ಬಹಳ ಕಷ್ಟ ಕಾಲದಲ್ಲಿ ಮಠವನ್ನು ಯಶಸ್ವಿಯಾಗಿ ಮುನ್ನಡೆಸಿದರು. ವಿದ್ಯಾರ್ಥಿ ನಿಲಯಗಳನ್ನು ಆರಂಭಿಸಿ ಆಶ್ರಯ ಪಡೆದ ವ್ಯಾಸಂಗ ಮಾಡುತ್ತಿದ್ದ ಮಕ್ಕಳ ದಾಸೋಹಕ್ಕಾಗಿ ಹಳ್ಳಿ ಹಳ್ಳಿಗೆ ತೆರಳಿ ಆಹಾರ ಪದಾರ್ಥಗಳನ್ನು ಸಂಗ್ರಹಿಸುತ್ತಿದ್ದರು ಎಂದು ಸ್ಮರಿಸಿದರು. xyxy=(626,581,1088,629)
left-a1-para: "ನಮ್ಮ ತ್ರಿವರ್ಣ ಧ್ವಜವು ಯಾವುದೇ ಧರ್ಮವನ್ನು ಅಥವಾ ಪ್ರದೇಶವನ್ನು ಪ್ರತಿನಿಧಿಸುವುದಿಲ್ಲ. ಇದು ಭಾರತದ ಎಲ್ಲರಿಗೂ ಸೇರಿದ್ದು. ಆದರೆ ಇಂದು ಈ ಧ್ವಜದ ಮೇಲೆ ದಾಳಿ ನಡೆಯುತ್ತಿದೆ" ಎಂದು ರಾಹುಲ್ ಗಾಂಧಿ ಹೇಳಿದರು. xyxy=(142,389,429,436)
center-s4-box xyxy=(446,1865,1088,2153)
person-figure xyxy=(961,983,1003,1142)
center-s2-headline: ಭ್ರಷ್ಟ ಬಿಜೆಪಿ ವಿರುದ್ಧ ಭಾರತ್ ಜೋಡೋ ಯಾತ್ರೆ : ಸಿದ್ದರಾಮಯ್ಯ xyxy=(560,863,974,886)
center-s1-body xyxy=(626,521,1088,849)
person-figure xyxy=(881,339,923,514)
person-figure xyxy=(829,326,871,514)
person-figure xyxy=(932,349,975,514)
left-a3-para: "ಇದುವರೆಗೆ ಅಂತಹ ಯಾವುದೇ ಪ್ರಸ್ತಾಪ ಇಲ್ಲ. ಪರೀಕ್ಷೆಗಳ ಬಗ್ಗೆ ಯಾವುದೇ ಗೊಂದಲ ಬೇಡ. ವಿದ್ಯಾರ್ಥಿಗಳು ಚಿಂತಿಸಬೇಕಾಗಿಲ್ಲ" ಎಂದು ಪ್ರಧಾನ್ ತಿಳಿಸಿದ್ದಾರೆ. xyxy=(142,1085,429,1116)
left-a2-para: ಹತರಾದ ಉಗ್ರರನ್ನು ಫಯಾಜ್ ಕುಮಾರ್ ಮತ್ತು ಬಿಸ್ಕುನ್ ಖಾನ್ ಎಂದು ಗುರುತಿಸಲಾಗಿದ್ದು, ಹಲವಾರು ಭಯೋತ್ಪಾದಕ ದಾಳಿಗಳಲ್ಲಿ ಭಾಗಿಯಾಗಿದ್ದರು ಎಂದು ಅವರು ಹೇಳಿದ್ದಾರೆ. xyxy=(142,719,429,767)
left-a3-para: ವಿಶ್ವವಿದ್ಯಾನಿಲಯ ಅನುದಾನ ಆಯೋಗದ ಅಧ್ಯಕ್ಷ ಜಗದೀಶ್ ಕುಮಾರ್ ಅವರು ಕಳೆದ ತಿಂಗಳು ಭವಿಷ್ಯದಲ್ಲಿ ಜೆಇಇ ಮತ್ತು ನೀಟ್ ಅನ್ನು ಸಿಯುಇಟಿಯೊಂದಿಗೆ ವಿಲೀನಗೊಳಿಸಬಹುದು ಎಂದು ಹೇಳಿದ್ದರು. xyxy=(142,1026,429,1074)
center-s1-photo xyxy=(626,263,1088,514)
